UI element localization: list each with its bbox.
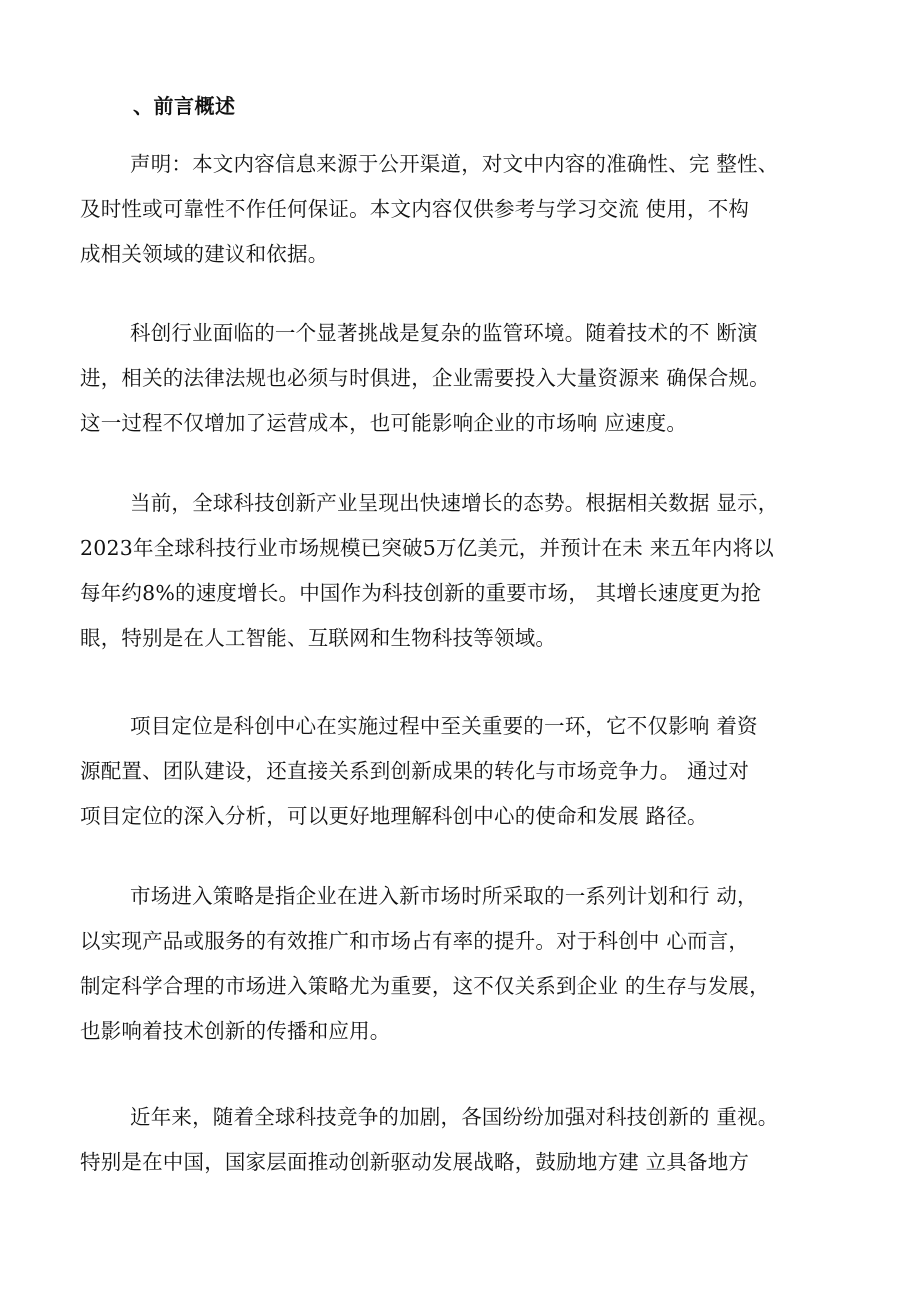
paragraph-competition — [80, 1095, 860, 1185]
paragraph-line: 声明：本文内容信息来源于公开渠道，对文中内容的准确性、完 整性、 — [130, 152, 779, 176]
paragraph-line: 当前，全球科技创新产业呈现出快速增长的态势。根据相关数据 显示， — [130, 491, 779, 515]
paragraph-line: 眼，特别是在人工智能、互联网和生物科技等领域。 — [80, 626, 557, 650]
paragraph-regulation — [80, 311, 860, 446]
paragraph-disclaimer — [80, 142, 860, 277]
paragraph-line: 也影响着技术创新的传播和应用。 — [80, 1019, 391, 1043]
paragraph-line: 制定科学合理的市场进入策略尤为重要，这不仅关系到企业 的生存与发展， — [80, 974, 770, 998]
paragraph-line: 源配置、团队建设，还直接关系到创新成果的转化与市场竞争力。 通过对 — [80, 759, 750, 783]
paragraph-market-growth — [80, 481, 860, 661]
paragraph-line: 进，相关的法律法规也必须与时俱进，企业需要投入大量资源来 确保合规。 — [80, 366, 770, 390]
paragraph-line: 特别是在中国，国家层面推动创新驱动发展战略，鼓励地方建 立具备地方 — [80, 1150, 750, 1174]
paragraph-positioning — [80, 704, 860, 839]
paragraph-line: 科创行业面临的一个显著挑战是复杂的监管环境。随着技术的不 断演 — [130, 321, 758, 345]
paragraph-line: 每年约8%的速度增长。中国作为科技创新的重要市场， 其增长速度更为抢 — [80, 581, 762, 605]
paragraph-line: 及时性或可靠性不作任何保证。本文内容仅供参考与学习交流 使用，不构 — [80, 197, 750, 221]
section-heading: 、前言概述 — [133, 94, 236, 118]
paragraph-line: 以实现产品或服务的有效推广和市场占有率的提升。对于科创中 心而言， — [80, 929, 750, 953]
paragraph-line: 这一过程不仅增加了运营成本，也可能影响企业的市场响 应速度。 — [80, 411, 688, 435]
paragraph-line: 近年来，随着全球科技竞争的加剧，各国纷纷加强对科技创新的 重视。 — [130, 1105, 779, 1129]
paragraph-line: 项目定位的深入分析，可以更好地理解科创中心的使命和发展 路径。 — [80, 804, 708, 828]
paragraph-line: 项目定位是科创中心在实施过程中至关重要的一环，它不仅影响 着资 — [130, 714, 758, 738]
paragraph-market-entry — [80, 874, 860, 1054]
paragraph-line: 市场进入策略是指企业在进入新市场时所采取的一系列计划和行 动， — [130, 884, 758, 908]
paragraph-line: 成相关领域的建议和依据。 — [80, 242, 329, 266]
paragraph-line: 2023年全球科技行业市场规模已突破5万亿美元，并预计在未 来五年内将以 — [80, 536, 774, 560]
